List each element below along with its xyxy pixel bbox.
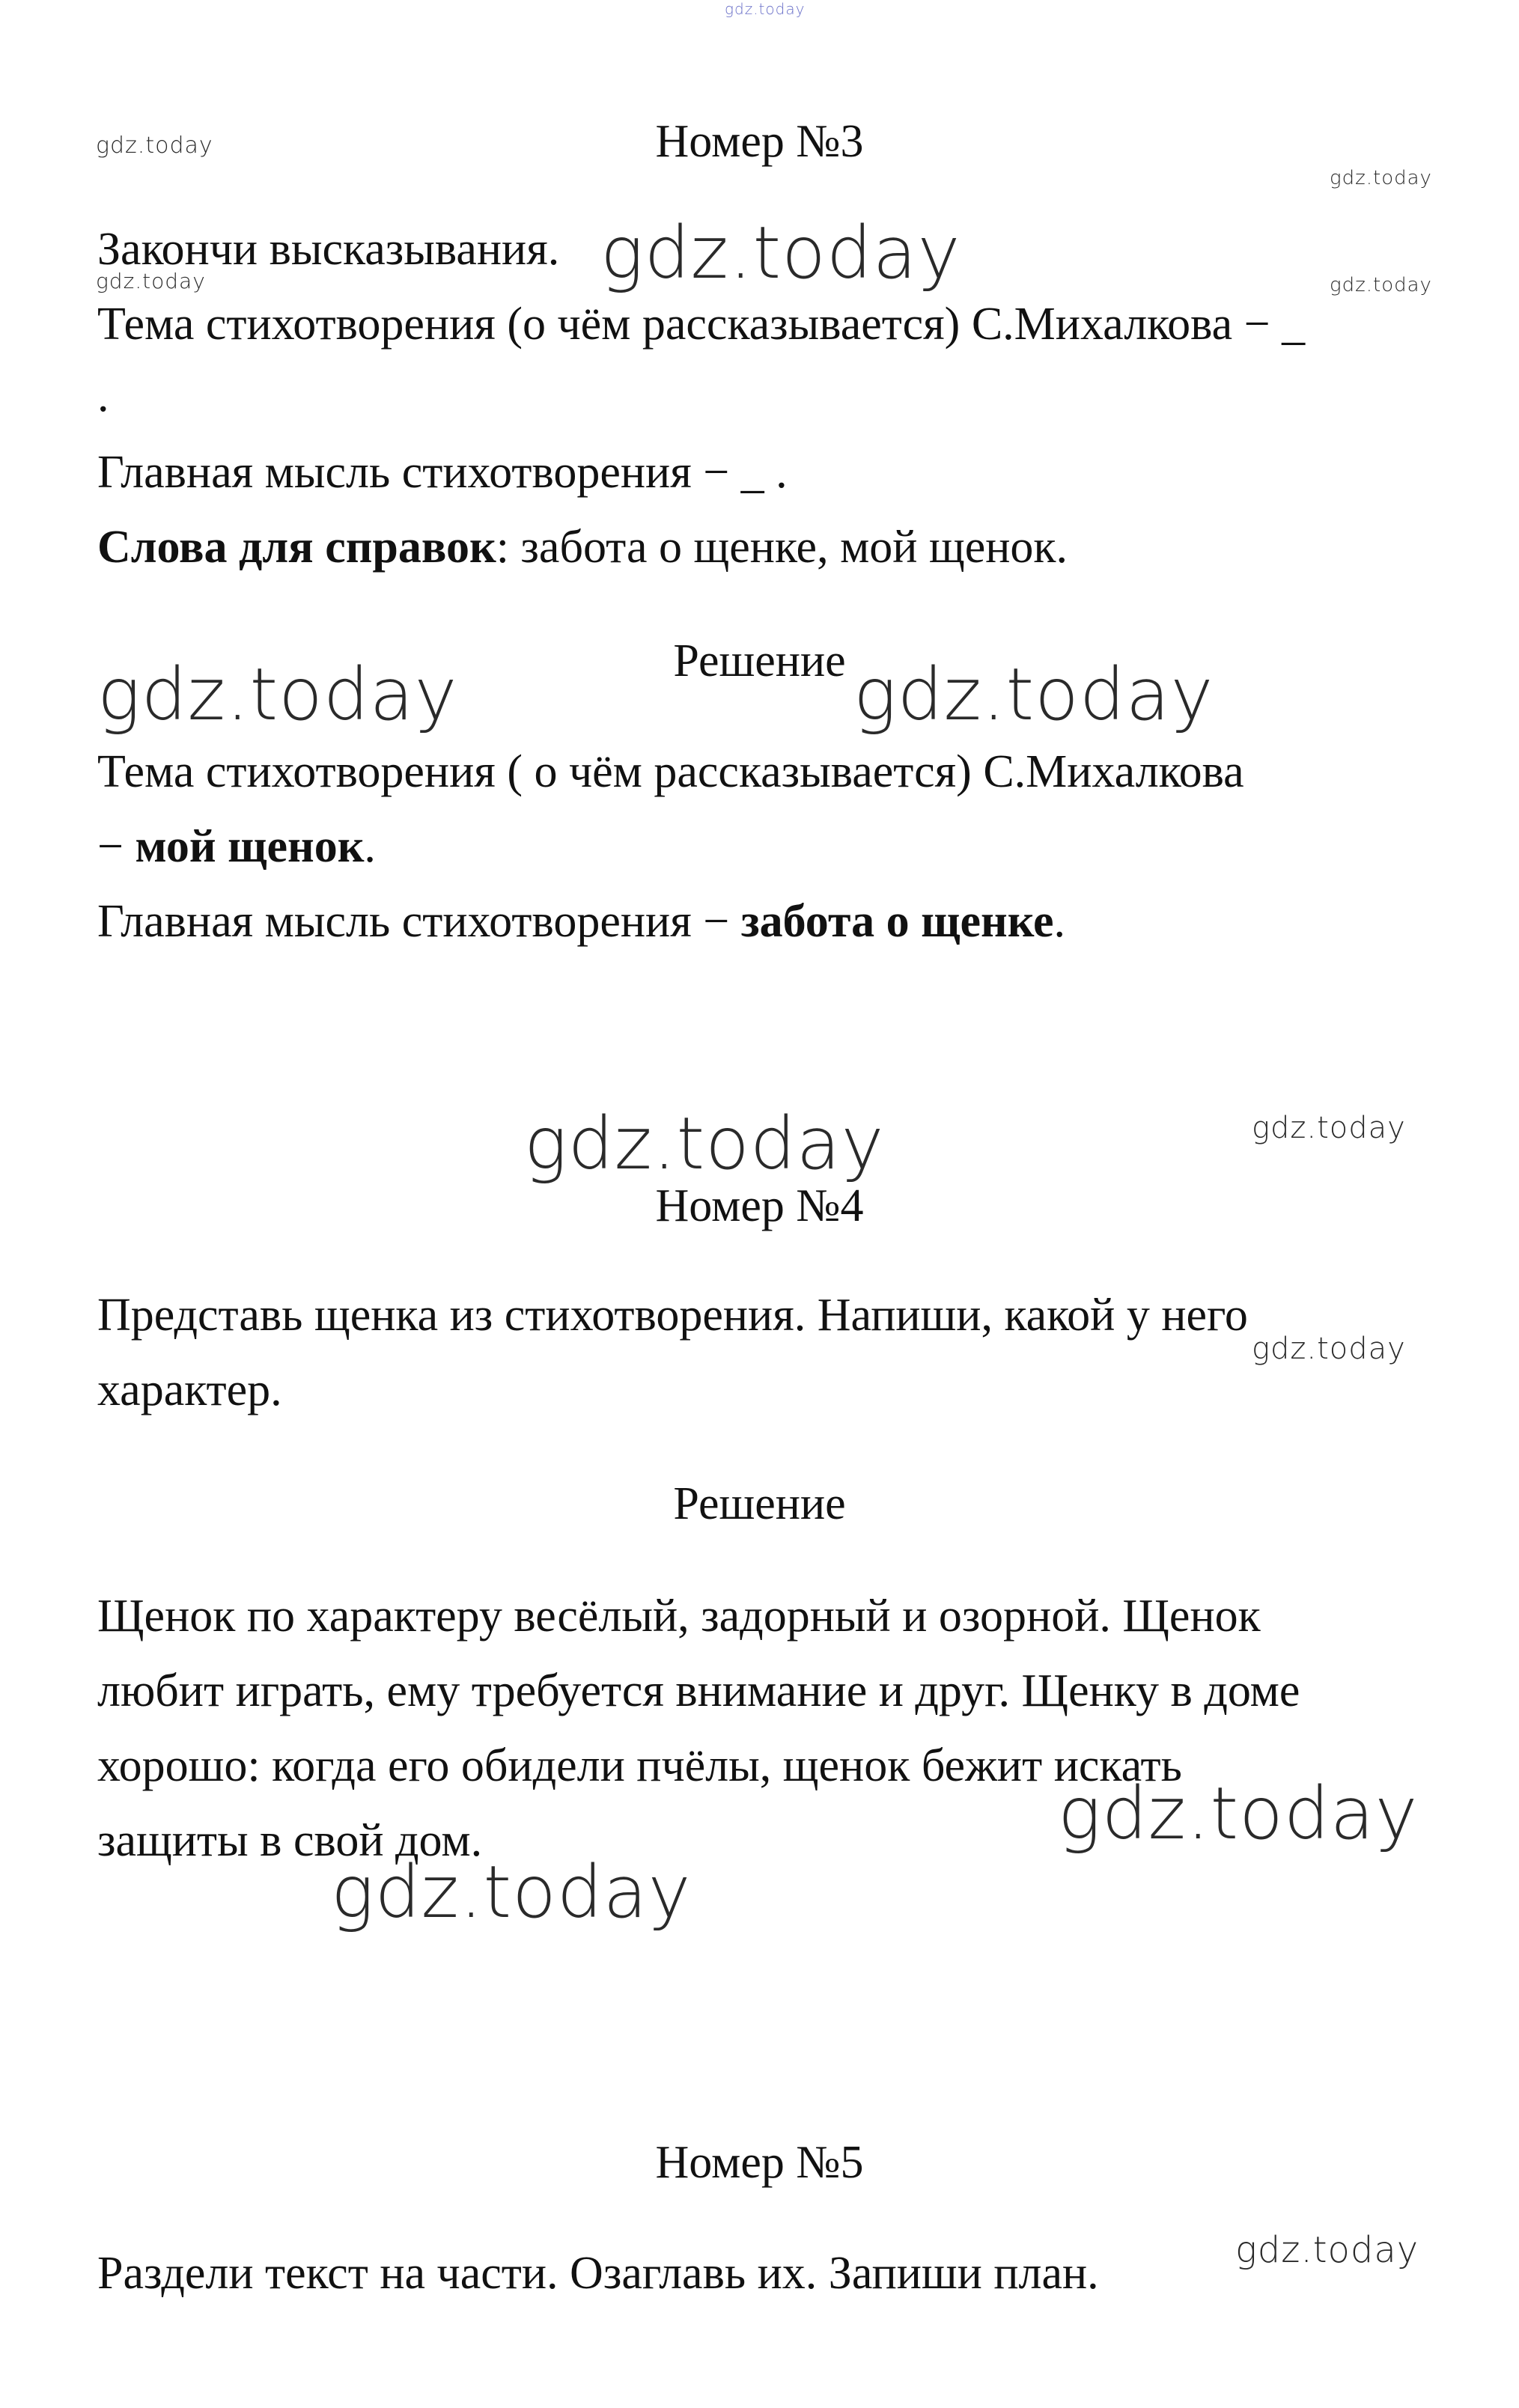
watermark-top: gdz.today xyxy=(725,0,806,18)
task3-solution-theme-answer-line xyxy=(97,823,376,870)
task3-prompt: Закончи высказывания. xyxy=(97,224,560,275)
task3-solution-idea-line xyxy=(97,898,1065,945)
task4-solution-line3: хорошо: когда его обидели пчёлы, щенок бежит искать xyxy=(97,1740,1182,1791)
task3-solution-idea: Главная мысль стихотворения − xyxy=(97,896,741,947)
task5-heading: Номер №5 xyxy=(655,2137,864,2188)
task3-solution-idea-period: . xyxy=(1053,896,1065,947)
task3-hint-label: Слова для справок xyxy=(97,522,496,573)
watermark-large-4: gdz.today xyxy=(524,1102,885,1186)
task4-solution-heading: Решение xyxy=(673,1478,846,1529)
watermark-small-2: gdz.today xyxy=(1330,167,1432,189)
task4-solution-line2: любит играть, ему требуется внимание и друг. Щенку в доме xyxy=(97,1665,1300,1716)
task3-solution-theme-answer: мой щенок xyxy=(135,821,365,872)
task3-solution-theme-period: . xyxy=(364,821,376,872)
task3-line-theme-end: . xyxy=(97,371,109,421)
watermark-medium-3: gdz.today xyxy=(1235,2229,1419,2271)
task5-prompt: Раздели текст на части. Озаглавь их. Запиши план. xyxy=(97,2248,1099,2299)
watermark-large-6: gdz.today xyxy=(331,1850,692,1934)
task3-line-theme: Тема стихотворения (о чём рассказывается) С.Михалкова − _ xyxy=(97,299,1306,350)
task3-hint-text: : забота о щенке, мой щенок. xyxy=(496,522,1068,573)
watermark-large-2: gdz.today xyxy=(97,653,458,737)
task4-heading: Номер №4 xyxy=(655,1180,864,1231)
task3-solution-theme: Тема стихотворения ( о чём рассказывается) С.Михалкова xyxy=(97,746,1244,797)
watermark-large-1: gdz.today xyxy=(600,211,961,295)
watermark-small-4: gdz.today xyxy=(1330,274,1432,296)
task3-solution-dash: − xyxy=(97,821,136,872)
watermark-small-3: gdz.today xyxy=(96,269,206,293)
watermark-medium-1: gdz.today xyxy=(1252,1111,1406,1145)
task3-solution-idea-answer: забота о щенке xyxy=(740,896,1054,947)
task3-solution-heading: Решение xyxy=(673,635,846,686)
watermark-medium-2: gdz.today xyxy=(1252,1332,1406,1366)
task4-solution-line4: защиты в свой дом. xyxy=(97,1815,483,1866)
task3-hint xyxy=(97,522,1068,573)
watermark-large-3: gdz.today xyxy=(853,653,1214,737)
watermark-small-1: gdz.today xyxy=(96,132,213,159)
task3-heading: Номер №3 xyxy=(655,116,864,167)
task4-solution-line1: Щенок по характеру весёлый, задорный и озорной. Щенок xyxy=(97,1591,1261,1642)
task4-prompt-line1: Представь щенка из стихотворения. Напиши, какой у него xyxy=(97,1290,1248,1341)
watermark-large-5: gdz.today xyxy=(1058,1772,1419,1856)
task4-prompt-line2: характер. xyxy=(97,1365,282,1415)
task3-line-idea: Главная мысль стихотворения − _ . xyxy=(97,447,788,498)
